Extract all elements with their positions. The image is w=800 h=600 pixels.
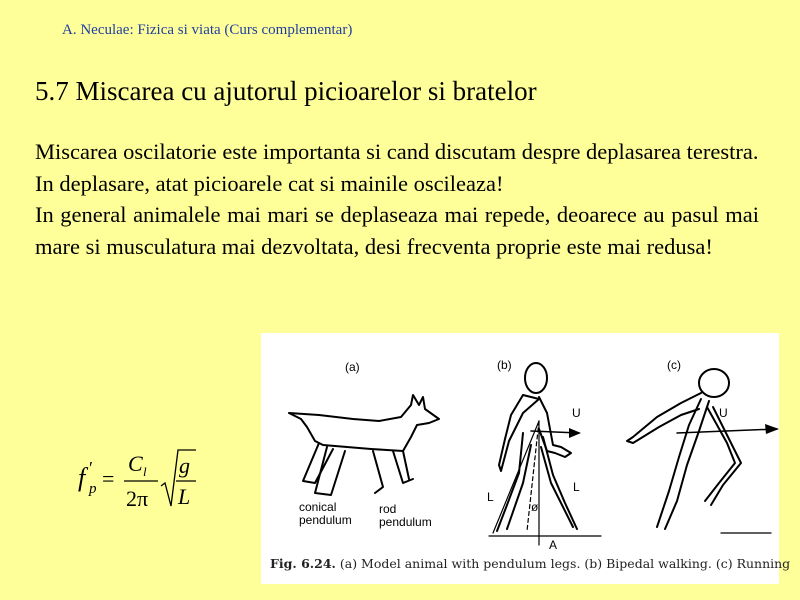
leg-length-left: L [487, 490, 494, 504]
panel-c-label: (c) [667, 358, 681, 372]
formula-equals: = [102, 466, 115, 491]
velocity-label-b: U [572, 406, 581, 420]
formula-sqrt-numerator: g [179, 453, 190, 478]
paragraph-3: In general animalele mai mari se deplaseaza mai repede, deoarece au pasul mai mare si musculatura mai dezvoltata, desi frecventa proprie este mai redusa! [35, 202, 759, 259]
formula-graphic [72, 440, 212, 520]
velocity-label-c: U [719, 406, 728, 420]
figure-drawing [261, 333, 779, 584]
bipedal-walking-drawing [489, 363, 601, 545]
angle-label: ø [531, 500, 539, 514]
point-a-label: A [549, 538, 558, 552]
frequency-formula [72, 440, 212, 520]
running-drawing [627, 369, 777, 533]
formula-numerator-sub: l [143, 464, 147, 479]
paragraph-2: In deplasare, atat picioarele cat si mainile oscileaza! [35, 170, 504, 196]
formula-denominator: 2π [126, 486, 149, 511]
formula-lhs-sub: p [89, 481, 97, 497]
formula-lhs-prime: ′ [89, 458, 93, 478]
caption-text: (a) Model animal with pendulum legs. (b) Bipedal walking. (c) Running [339, 556, 791, 571]
velocity-arrow-b [569, 428, 581, 438]
formula-lhs: f [78, 463, 86, 492]
leg-length-right: L [573, 480, 580, 494]
formula-sqrt-denominator: L [178, 484, 191, 509]
formula-numerator: C [128, 451, 143, 476]
figure-caption [270, 556, 790, 571]
caption-number: Fig. 6.24. [270, 556, 336, 571]
paragraph-1: Miscarea oscilatorie este importanta si cand discutam despre deplasarea terestra. [35, 139, 759, 164]
conical-pendulum-label: conical pendulum [299, 500, 352, 527]
rod-pendulum-label: rod pendulum [379, 502, 432, 529]
body-text [35, 136, 759, 262]
model-animal-drawing [289, 395, 439, 495]
velocity-arrow-c [765, 424, 779, 434]
section-title: 5.7 Miscarea cu ajutorul picioarelor si bratelor [35, 76, 537, 106]
figure-6-24 [261, 333, 791, 584]
panel-b-label: (b) [497, 358, 512, 372]
course-header: A. Neculae: Fizica si viata (Curs complementar) [62, 22, 353, 38]
panel-a-label: (a) [345, 360, 360, 374]
